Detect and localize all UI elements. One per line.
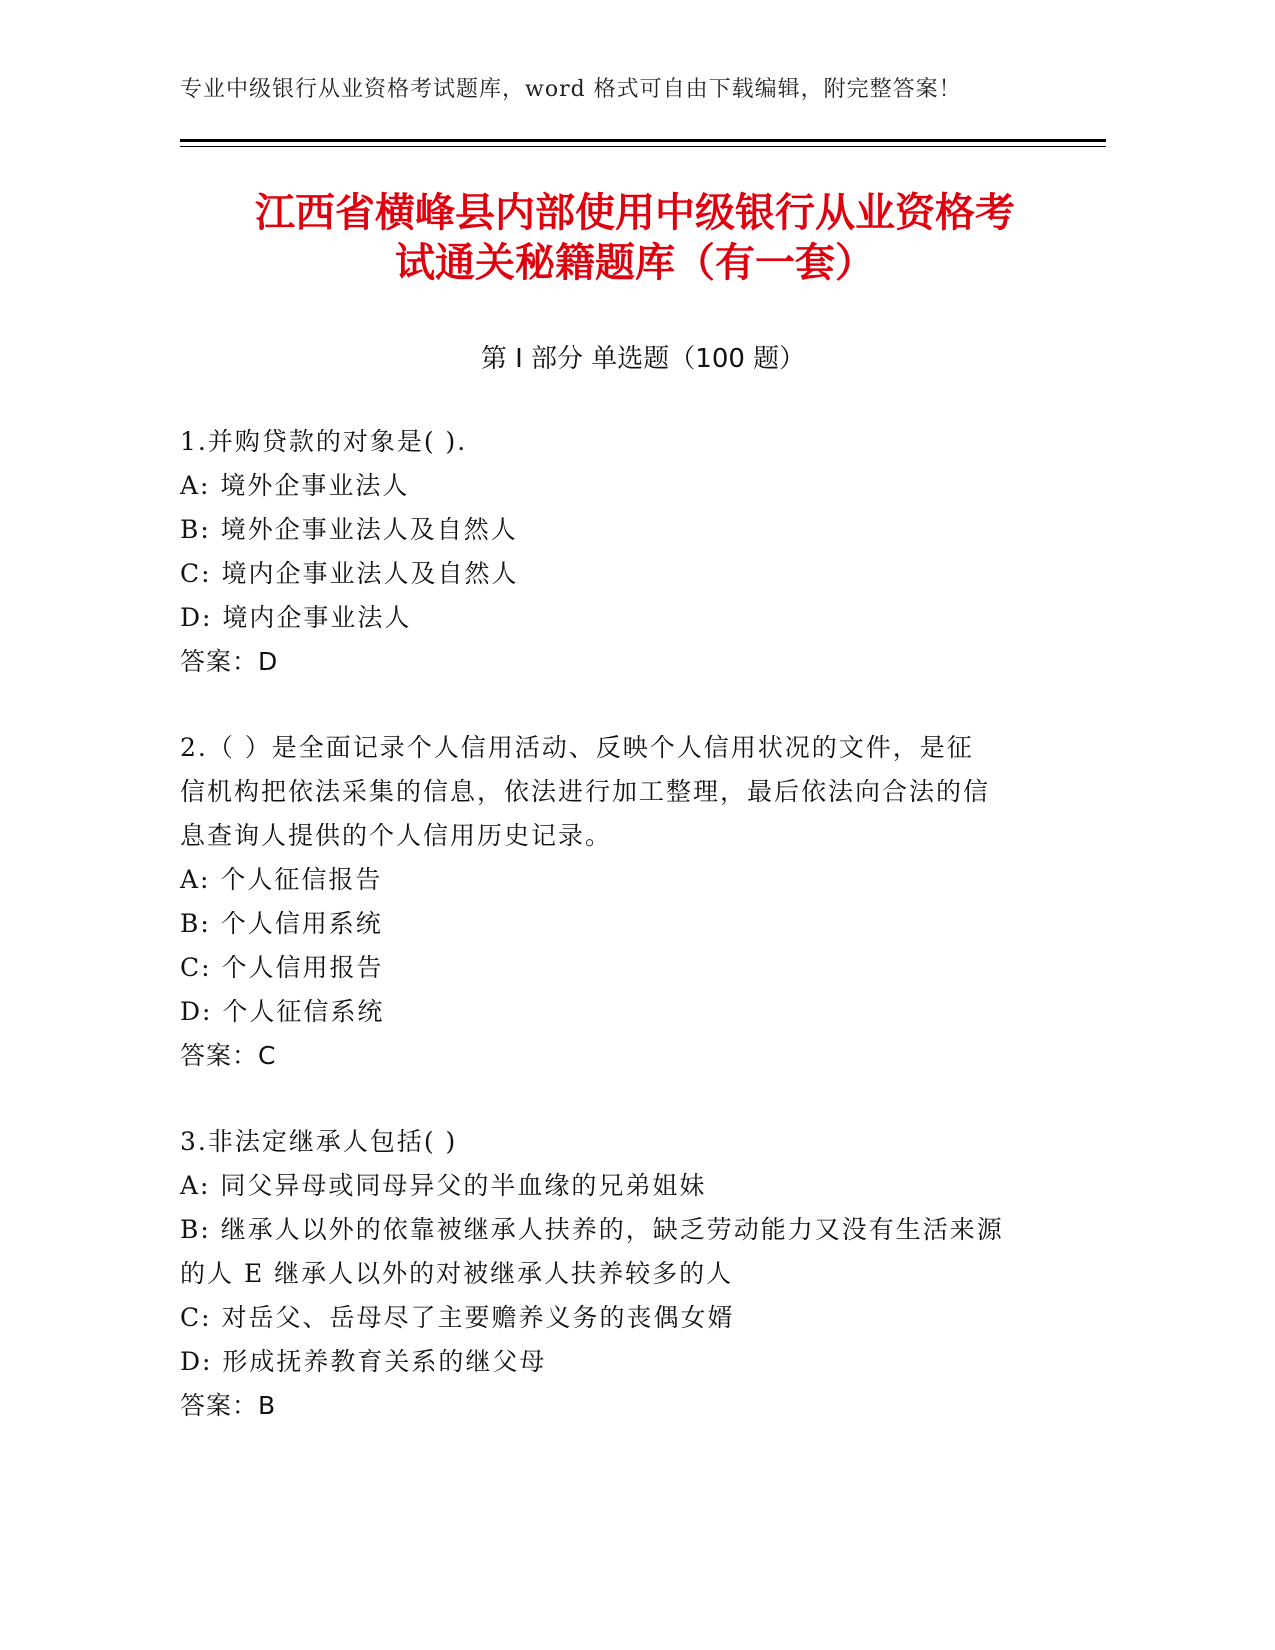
option-a: A: 境外企事业法人 bbox=[180, 471, 410, 500]
option-b: B: 境外企事业法人及自然人 bbox=[180, 515, 518, 544]
option-c: C: 个人信用报告 bbox=[180, 953, 384, 982]
title-line-2: 试通关秘籍题库（有一套） bbox=[395, 240, 875, 286]
question-stem-line-1: 2.（ ）是全面记录个人信用活动、反映个人信用状况的文件，是征 bbox=[180, 733, 974, 762]
answer: 答案：C bbox=[180, 1041, 277, 1070]
option-a: A: 个人征信报告 bbox=[180, 865, 383, 894]
option-c: C: 境内企事业法人及自然人 bbox=[180, 559, 519, 588]
option-b-continued: 的人 E 继承人以外的对被继承人扶养较多的人 bbox=[180, 1259, 734, 1288]
option-b: B: 继承人以外的依靠被继承人扶养的，缺乏劳动能力又没有生活来源 bbox=[180, 1215, 1004, 1244]
header-note: 专业中级银行从业资格考试题库，word 格式可自由下载编辑，附完整答案！ bbox=[180, 77, 962, 102]
option-d: D: 境内企事业法人 bbox=[180, 603, 412, 632]
question-list bbox=[180, 420, 1030, 1470]
option-a: A: 同父异母或同母异父的半血缘的兄弟姐妹 bbox=[180, 1171, 707, 1200]
header-rule-thin bbox=[180, 146, 1106, 147]
question-stem: 1.并购贷款的对象是( ). bbox=[180, 427, 468, 456]
option-b: B: 个人信用系统 bbox=[180, 909, 383, 938]
header-rule-thick bbox=[180, 139, 1106, 142]
section-title: 第 I 部分 单选题（100 题） bbox=[480, 344, 806, 374]
question-3 bbox=[180, 1120, 1030, 1428]
option-d: D: 形成抚养教育关系的继父母 bbox=[180, 1347, 547, 1376]
question-2 bbox=[180, 726, 1030, 1078]
title-line-1: 江西省横峰县内部使用中级银行从业资格考 bbox=[255, 190, 1015, 236]
document-title bbox=[190, 188, 1080, 288]
option-d: D: 个人征信系统 bbox=[180, 997, 385, 1026]
answer: 答案：B bbox=[180, 1391, 277, 1420]
answer: 答案：D bbox=[180, 647, 279, 676]
question-1 bbox=[180, 420, 1030, 684]
question-stem-line-2: 信机构把依法采集的信息，依法进行加工整理，最后依法向合法的信 bbox=[180, 777, 991, 806]
option-c: C: 对岳父、岳母尽了主要赡养义务的丧偶女婿 bbox=[180, 1303, 735, 1332]
question-stem: 3.非法定继承人包括( ) bbox=[180, 1127, 458, 1156]
question-stem-line-3: 息查询人提供的个人信用历史记录。 bbox=[180, 821, 613, 850]
